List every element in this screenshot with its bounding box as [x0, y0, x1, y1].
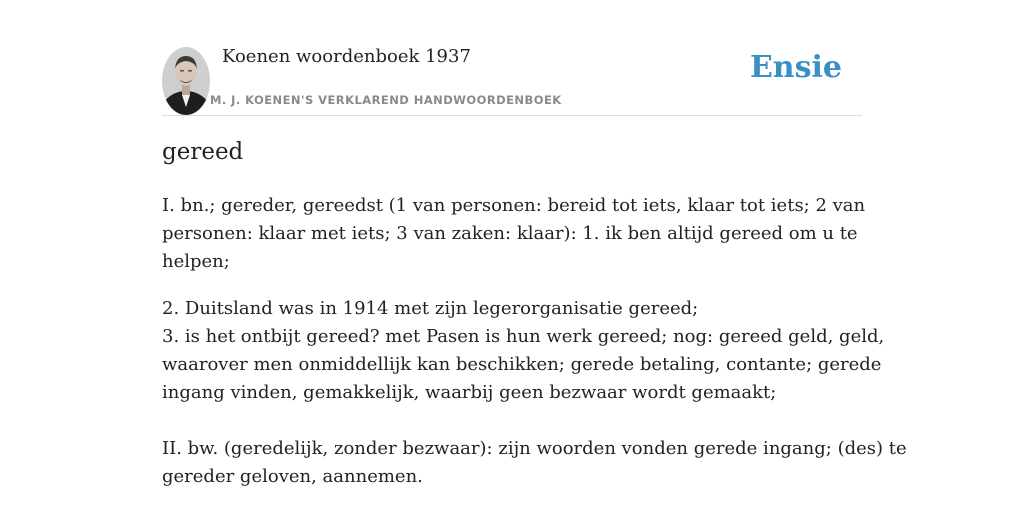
- definition-line: gereder geloven, aannemen.: [162, 466, 423, 487]
- definition-paragraph: [162, 192, 866, 276]
- definition-line: II. bw. (geredelijk, zonder bezwaar): zijn woorden vonden gerede ingang; (des) te: [162, 438, 907, 459]
- dictionary-subtitle: M. J. KOENEN'S VERKLAREND HANDWOORDENBOEK: [210, 93, 562, 107]
- portrait-photo-icon: [162, 47, 210, 115]
- site-header: [162, 44, 862, 116]
- dictionary-title[interactable]: Koenen woordenboek 1937: [222, 46, 471, 67]
- definition-paragraph: [162, 435, 907, 491]
- definition-line: personen: klaar met iets; 3 van zaken: klaar): 1. ik ben altijd gereed om u te: [162, 223, 858, 244]
- definition-line: I. bn.; gereder, gereedst (1 van personen: bereid tot iets, klaar tot iets; 2 van: [162, 195, 866, 216]
- definition-paragraph: [162, 295, 885, 407]
- headword: gereed: [162, 139, 244, 165]
- definition-line: waarover men onmiddellijk kan beschikken; gerede betaling, contante; gerede: [162, 354, 882, 375]
- definition-line: 3. is het ontbijt gereed? met Pasen is hun werk gereed; nog: gereed geld, geld,: [162, 326, 885, 347]
- definition-line: 2. Duitsland was in 1914 met zijn legerorganisatie gereed;: [162, 298, 699, 319]
- definition-line: ingang vinden, gemakkelijk, waarbij geen bezwaar wordt gemaakt;: [162, 382, 777, 403]
- definition-line: helpen;: [162, 251, 230, 272]
- ensie-logo[interactable]: Ensie: [749, 50, 842, 85]
